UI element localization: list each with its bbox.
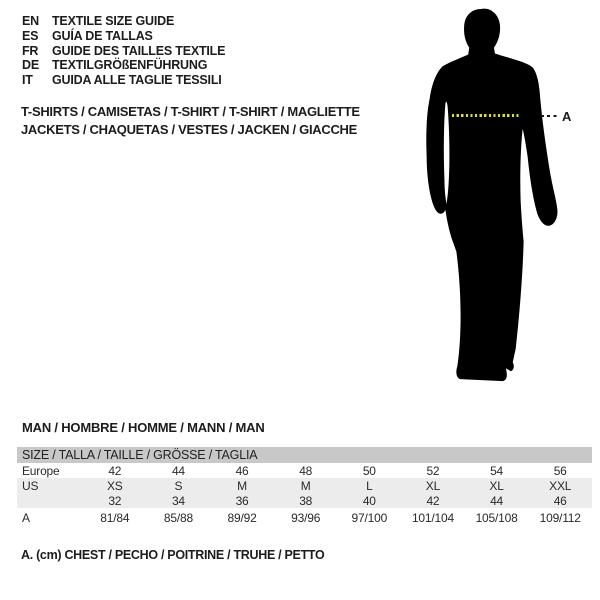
language-code: FR [22, 43, 39, 58]
measure-label-a: A [562, 109, 572, 124]
size-cell: 109/112 [539, 511, 581, 525]
size-cell: 89/92 [227, 511, 257, 525]
size-cell: S [174, 478, 183, 493]
size-cell: 46 [235, 463, 249, 478]
size-cell: XL [425, 478, 441, 493]
size-cell: 46 [553, 493, 567, 508]
language-title: GUÍA DE TALLAS [52, 29, 153, 44]
size-cell: 105/108 [475, 511, 518, 525]
category-line-jackets: JACKETS / CHAQUETAS / VESTES / JACKEN / GIACCHE [21, 121, 357, 137]
size-cell: 40 [362, 493, 376, 508]
language-row-it [22, 73, 225, 88]
table-row-europe [17, 463, 592, 478]
row-label: A [22, 511, 30, 525]
measurement-footnote: A. (cm) CHEST / PECHO / POITRINE / TRUHE / PETTO [21, 548, 325, 562]
man-silhouette-figure [420, 6, 560, 392]
language-row-fr [22, 43, 225, 58]
size-cell: 81/84 [100, 511, 130, 525]
garment-categories [21, 103, 360, 138]
language-code: ES [22, 29, 39, 44]
size-table [17, 447, 592, 527]
section-title-man: MAN / HOMBRE / HOMME / MANN / MAN [22, 420, 265, 435]
size-cell: 42 [426, 493, 440, 508]
size-cell: 48 [299, 463, 313, 478]
language-list [22, 14, 225, 87]
size-cell: XL [489, 478, 504, 493]
size-cell: XXL [549, 478, 572, 493]
language-code: DE [22, 58, 39, 73]
language-row-es [22, 29, 225, 44]
language-code: IT [22, 73, 33, 88]
size-cell: 97/100 [351, 511, 388, 525]
language-title: TEXTILGRÖßENFÜHRUNG [52, 58, 208, 73]
language-title: GUIDA ALLE TAGLIE TESSILI [52, 73, 222, 88]
size-cell: 42 [108, 463, 122, 478]
size-cell: 44 [171, 463, 185, 478]
size-cell: 93/96 [291, 511, 321, 525]
language-title: GUIDE DES TAILLES TEXTILE [52, 43, 226, 58]
size-cell: 56 [553, 463, 567, 478]
size-cell: 54 [490, 463, 504, 478]
size-cell: 85/88 [163, 511, 193, 525]
size-cell: 34 [171, 493, 185, 508]
language-title: TEXTILE SIZE GUIDE [52, 14, 175, 29]
language-row-de [22, 58, 225, 73]
category-line-tshirts: T-SHIRTS / CAMISETAS / T-SHIRT / T-SHIRT / MAGLIETTE [21, 104, 360, 119]
size-cell: 50 [362, 463, 376, 478]
table-row-uk [17, 493, 592, 508]
language-code: EN [22, 14, 39, 29]
size-cell: 36 [235, 493, 249, 508]
size-cell: 38 [299, 493, 313, 508]
table-row-chest-a [17, 508, 592, 527]
size-cell: L [366, 478, 373, 493]
size-cell: 101/104 [411, 511, 454, 525]
chest-measure-line [452, 114, 519, 117]
size-cell: 32 [108, 493, 122, 508]
man-silhouette [420, 6, 560, 392]
language-row-en [22, 14, 225, 29]
size-cell: 44 [490, 493, 504, 508]
table-row-us [17, 478, 592, 493]
row-label: Europe [22, 463, 60, 478]
row-label: US [22, 478, 39, 493]
size-cell: 52 [426, 463, 440, 478]
size-cell: XS [107, 478, 123, 493]
size-table-header: SIZE / TALLA / TAILLE / GRÖSSE / TAGLIA [17, 447, 592, 463]
size-cell: M [237, 478, 247, 493]
size-cell: M [300, 478, 311, 493]
measure-leader-line [541, 115, 559, 117]
